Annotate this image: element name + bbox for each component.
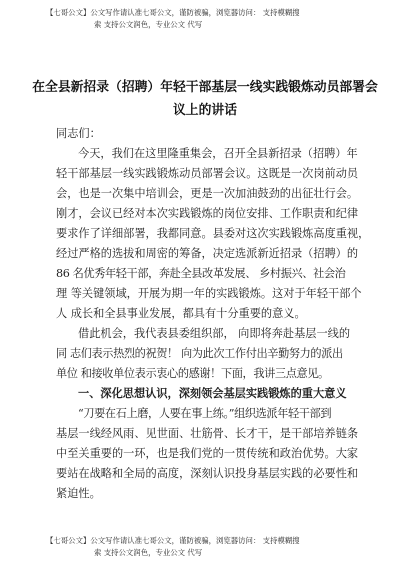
section-line: “刀要在石上磨，人要在事上练。”组织选派年轻干部到	[78, 407, 332, 420]
paragraph-line: 轻干部基层一线实践锻炼动员部署会议。这既是一次岗前动员	[56, 167, 359, 180]
section-line: 中至关重要的一环，也是我们党的一贯传统和政治优势。大家	[56, 447, 359, 460]
paragraph-line: 会，也是一次集中培训会，更是一次加油鼓劲的出征壮行会。	[56, 187, 359, 200]
section-heading: 一、深化思想认识，深刻领会基层实践锻炼的重大意义	[78, 387, 347, 400]
footer-banner-line-1: 【七哥公文】公文写作请认准七哥公文，谨防被骗，浏览器访问： 支持模糊搜	[46, 536, 300, 545]
footer-banner	[46, 535, 378, 558]
paragraph-line: 要求作了详细部署，我都同意。县委对这次实践锻炼高度重视，	[56, 227, 370, 240]
section-line: 基层一线经风雨、见世面、壮筋骨、长才干，是干部培养链条	[56, 427, 359, 440]
paragraph-line: 人 成长和全县事业发展，都具有十分重要的意义。	[56, 307, 306, 320]
header-banner	[46, 7, 378, 30]
paragraph-line: 同 志们表示热烈的祝贺！ 向为此次工作付出辛勤努力的派出	[56, 347, 343, 360]
greeting: 同志们：	[56, 127, 101, 140]
document-title	[0, 76, 410, 122]
section-line: 要站在战略和全局的高度，深刻认识投身基层实践的必要性和	[56, 467, 359, 480]
title-line-2: 议上的讲话	[173, 103, 237, 118]
header-banner-line-2: 索 支持公文润色，专业公文 代写	[94, 19, 203, 29]
paragraph-line: 86 名优秀年轻干部，奔赴全县改革发展、 乡村振兴、社会治	[56, 267, 346, 280]
paragraph-line: 今天，我们在这里隆重集会，召开全县新招录（招聘）年	[78, 147, 358, 160]
paragraph-line: 理 等关键领域，开展为期一年的实践锻炼。这对于年轻干部个	[56, 287, 362, 300]
paragraph-line: 借此机会，我代表县委组织部， 向即将奔赴基层一线的	[78, 327, 351, 340]
footer-banner-line-2: 索 支持公文润色，专业公文 代写	[94, 547, 203, 557]
section-line: 紧迫性。	[56, 487, 101, 500]
paragraph-line: 经过严格的选拔和周密的筹备，决定选派新近招录（招聘）的	[56, 247, 359, 260]
document-body	[56, 124, 370, 504]
paragraph-line: 单位 和接收单位表示衷心的感谢！下面，我讲三点意见。	[56, 367, 329, 380]
header-banner-line-1: 【七哥公文】公文写作请认准七哥公文，谨防被骗，浏览器访问： 支持模糊搜	[46, 8, 300, 17]
paragraph-line: 刚才，会议已经对本次实践锻炼的岗位安排、工作职责和纪律	[56, 207, 359, 220]
title-line-1: 在全县新招录（招聘）年轻干部基层一线实践锻炼动员部署会	[32, 80, 378, 95]
